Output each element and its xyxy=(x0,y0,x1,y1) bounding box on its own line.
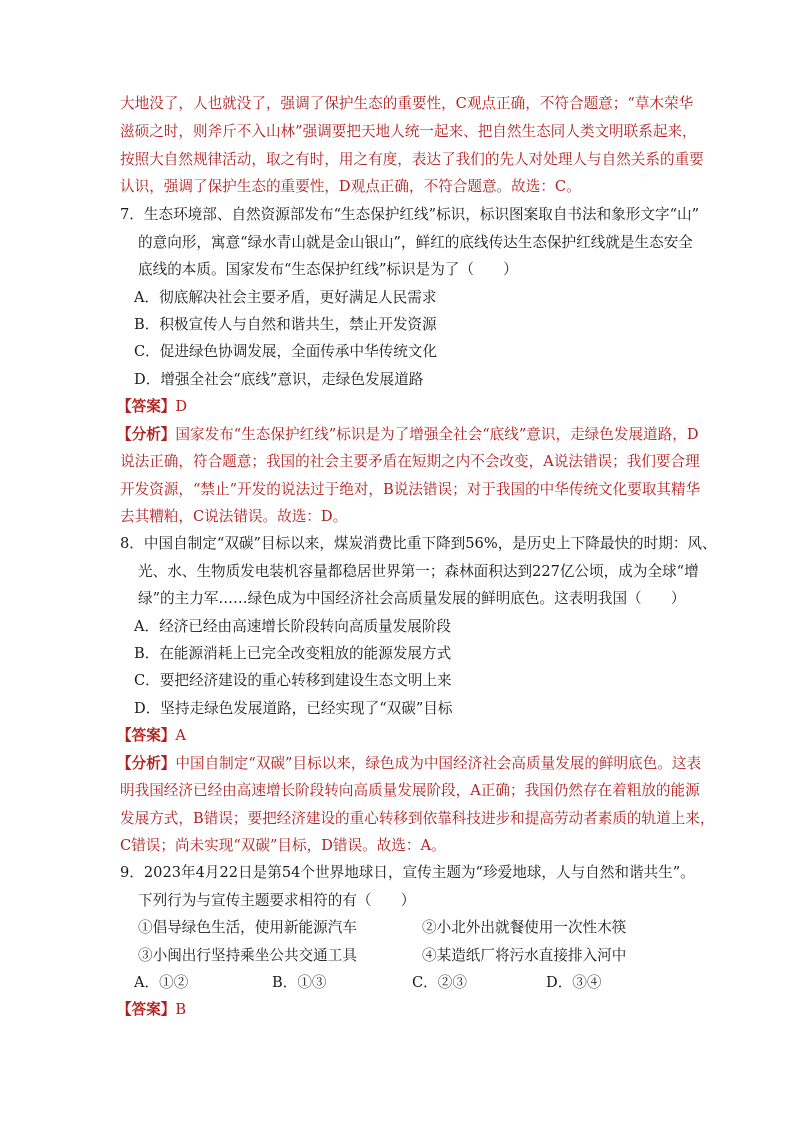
option-c: C．②③ xyxy=(412,974,467,991)
analysis-tag: 【分析】 xyxy=(117,755,176,772)
option-a: A．①② xyxy=(134,974,189,991)
statement-2: ②小北外出就餐使用一次性木筷 xyxy=(422,919,627,936)
option-c: C．要把经济建设的重心转移到建设生态文明上来 xyxy=(134,672,452,689)
answer-value: D xyxy=(175,398,188,415)
question-stem: 下列行为与宣传主题要求相符的有（ ） xyxy=(138,892,416,909)
option-a: A．彻底解决社会主要矛盾，更好满足人民需求 xyxy=(134,289,437,306)
option-b: B．积极宣传人与自然和谐共生，禁止开发资源 xyxy=(134,316,437,333)
option-a: A．经济已经由高速增长阶段转向高质量发展阶段 xyxy=(134,618,452,635)
option-c: C．促进绿色协调发展，全面传承中华传统文化 xyxy=(134,343,438,360)
answer-value: B xyxy=(175,1001,187,1018)
analysis-tag: 【分析】 xyxy=(117,426,176,443)
answer-tag: 【答案】 xyxy=(117,398,176,415)
statement-1: ①倡导绿色生活，使用新能源汽车 xyxy=(138,919,357,936)
answer-tag: 【答案】 xyxy=(117,727,176,744)
option-d: D．坚持走绿色发展道路，已经实现了“双碳”目标 xyxy=(134,700,453,717)
analysis-line: 去其糟粕，C说法错误。故选：D。 xyxy=(120,508,348,525)
analysis-line: C错误；尚未实现“双碳”目标，D错误。故选：A。 xyxy=(120,837,446,854)
statement-3: ③小闽出行坚持乘坐公共交通工具 xyxy=(138,947,357,964)
question-stem: 绿”的主力军……绿色成为中国经济社会高质量发展的鲜明底色。这表明我国（ ） xyxy=(138,590,686,607)
question-stem: 底线的本质。国家发布“生态保护红线”标识是为了（ ） xyxy=(138,261,518,278)
analysis-text: 国家发布“生态保护红线”标识是为了增强全社会“底线”意识，走绿色发展道路，D xyxy=(175,426,699,443)
answer-line xyxy=(117,397,187,417)
option-d: D．增强全社会“底线”意识，走绿色发展道路 xyxy=(134,371,424,388)
analysis-line xyxy=(117,754,701,774)
analysis-line: 发展方式，B错误；要把经济建设的重心转移到依靠科技进步和提高劳动者素质的轨道上来， xyxy=(120,810,715,827)
question-stem: 光、水、生物质发电装机容量都稳居世界第一；森林面积达到227亿公顷，成为全球“增 xyxy=(138,563,699,580)
question-stem: 7．生态环境部、自然资源部发布“生态保护红线”标识，标识图案取自书法和象形文字“山” xyxy=(120,206,700,223)
analysis-line: 明我国经济已经由高速增长阶段转向高质量发展阶段，A正确；我国仍然存在着粗放的能源 xyxy=(120,782,700,799)
text-line: 按照大自然规律活动，取之有时，用之有度，表达了我们的先人对处理人与自然关系的重要 xyxy=(120,151,704,168)
analysis-text: 中国自制定“双碳”目标以来，绿色成为中国经济社会高质量发展的鲜明底色。这表 xyxy=(175,755,702,772)
text-line: 认识，强调了保护生态的重要性，D观点正确，不符合题意。故选：C。 xyxy=(120,178,581,195)
analysis-line: 说法正确，符合题意；我国的社会主要矛盾在短期之内不会改变，A说法错误；我们要合理 xyxy=(120,453,700,470)
analysis-line xyxy=(117,425,699,445)
answer-line xyxy=(117,1000,186,1020)
option-b: B．①③ xyxy=(272,974,327,991)
analysis-line: 开发资源，“禁止”开发的说法过于绝对，B说法错误；对于我国的中华传统文化要取其精华 xyxy=(120,481,701,498)
text-line: 滋硕之时，则斧斤不入山林”强调要把天地人统一起来、把自然生态同人类文明联系起来， xyxy=(120,123,697,140)
option-b: B．在能源消耗上已完全改变粗放的能源发展方式 xyxy=(134,645,452,662)
statement-4: ④某造纸厂将污水直接排入河中 xyxy=(422,947,627,964)
answer-tag: 【答案】 xyxy=(117,1001,176,1018)
text-line: 大地没了，人也就没了，强调了保护生态的重要性，C观点正确，不符合题意；“草木荣华 xyxy=(120,95,694,112)
question-stem: 的意向形，寓意“绿水青山就是金山银山”，鲜红的底线传达生态保护红线就是生态安全 xyxy=(138,234,693,251)
question-stem: 9．2023年4月22日是第54个世界地球日，宣传主题为“珍爱地球，人与自然和谐共生”。 xyxy=(120,864,695,881)
option-d: D．③④ xyxy=(546,974,602,991)
answer-line xyxy=(117,726,186,746)
question-stem: 8．中国自制定“双碳”目标以来，煤炭消费比重下降到56%，是历史上下降最快的时期：风、 xyxy=(120,535,717,552)
answer-value: A xyxy=(175,727,186,744)
